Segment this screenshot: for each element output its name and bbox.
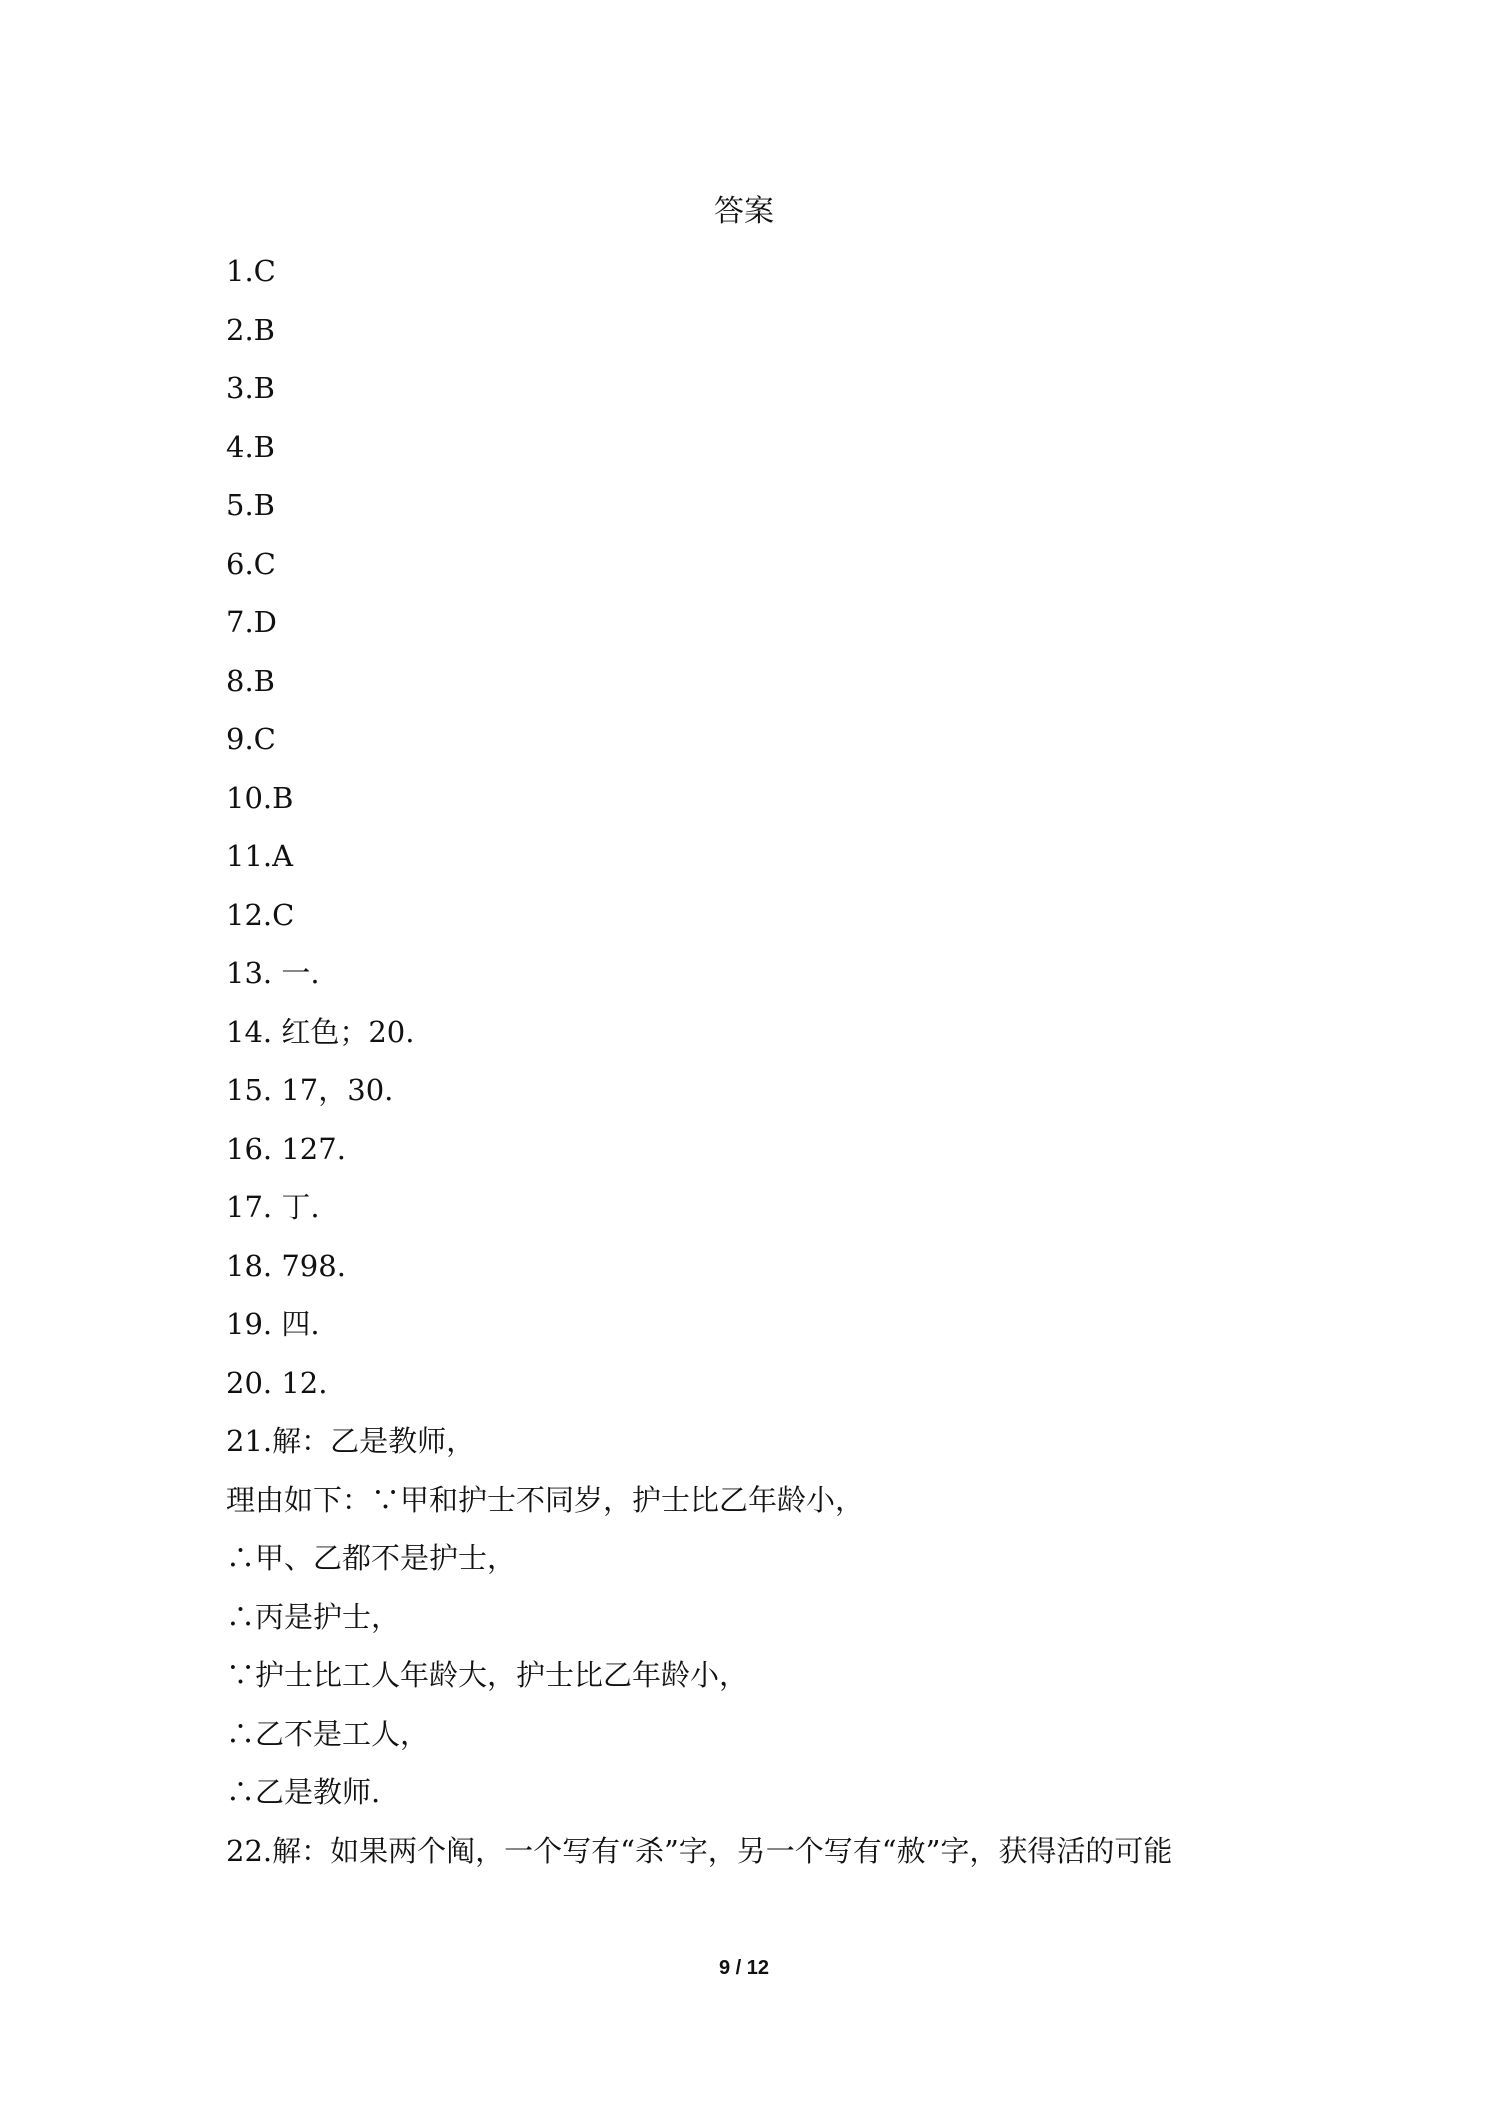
answer-line-18: 18. 798. [226, 1248, 346, 1283]
answer-line-14: 14. 红色；20. [226, 1014, 415, 1049]
solution-22-heading: 22.解：如果两个阄，一个写有“杀”字，另一个写有“赦”字，获得活的可能 [226, 1833, 1173, 1868]
answer-line-15: 15. 17，30. [226, 1073, 394, 1107]
answer-line-17: 17. 丁. [226, 1190, 320, 1224]
answer-list [226, 250, 1346, 1888]
answer-line-8: 8.B [226, 663, 275, 698]
solution-21-line: 理由如下：∵甲和护士不同岁，护士比乙年龄小， [226, 1482, 865, 1517]
answer-line-5: 5.B [226, 488, 275, 522]
answer-line-20: 20. 12. [226, 1365, 328, 1400]
answer-line-12: 12.C [226, 897, 295, 932]
answer-line-6: 6.C [226, 546, 276, 581]
answer-line-10: 10.B [226, 780, 294, 815]
answer-line-9: 9.C [226, 722, 276, 756]
solution-21-line: ∴丙是护士， [226, 1599, 401, 1634]
page-title: 答案 [714, 194, 774, 229]
answer-line-4: 4.B [226, 429, 275, 464]
answer-line-2: 2.B [226, 312, 275, 347]
answer-line-11: 11.A [226, 839, 294, 873]
answer-line-7: 7.D [226, 605, 277, 639]
solution-21-line: ∵护士比工人年龄大，护士比乙年龄小， [226, 1658, 749, 1692]
answer-line-1: 1.C [226, 254, 276, 288]
answer-line-13: 13. 一. [226, 956, 320, 990]
answer-line-16: 16. 127. [226, 1131, 346, 1166]
solution-21-line: ∴甲、乙都不是护士， [226, 1541, 517, 1575]
solution-21-line: ∴乙不是工人， [226, 1716, 430, 1751]
page-number: 9 / 12 [718, 1957, 770, 1979]
solution-21-line: ∴乙是教师. [226, 1775, 381, 1809]
solution-21-heading: 21.解：乙是教师， [226, 1424, 476, 1458]
answer-line-3: 3.B [226, 371, 275, 405]
answer-line-19: 19. 四. [226, 1307, 320, 1341]
